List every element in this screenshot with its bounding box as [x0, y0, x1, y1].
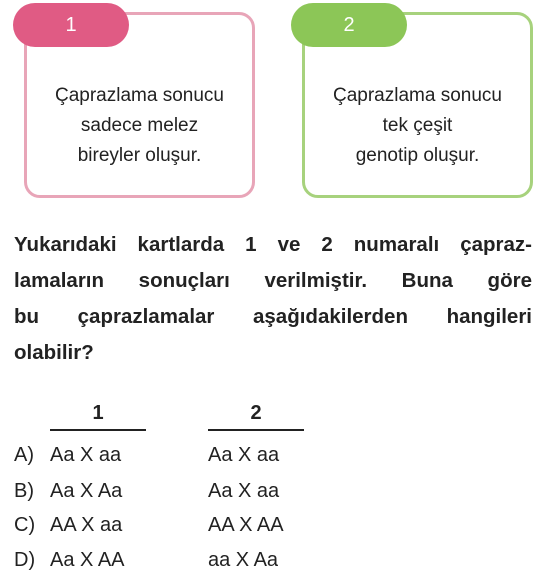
- column-header-1-underline: [50, 429, 146, 431]
- card-2-text: [305, 81, 530, 171]
- card-1-line-3: bireyler oluşur.: [77, 145, 202, 166]
- question-text: [14, 227, 532, 371]
- option-a-col1: Aa X aa: [50, 444, 122, 466]
- option-b-letter: B): [14, 480, 34, 502]
- option-b-col1: Aa X Aa: [50, 480, 123, 502]
- card-1-line-2: sadece melez: [80, 115, 199, 136]
- option-c-col1: AA X aa: [50, 514, 123, 536]
- question-line-3: bu çaprazlamalar aşağıdakilerden hangileri: [14, 305, 532, 328]
- card-2: [302, 12, 533, 198]
- option-d-letter: D): [14, 549, 36, 571]
- question-line-1: Yukarıdaki kartlarda 1 ve 2 numaralı çapraz-: [14, 233, 532, 256]
- column-header-2-underline: [208, 429, 304, 431]
- option-c-letter: C): [14, 514, 36, 536]
- option-d-col2: aa X Aa: [208, 549, 279, 571]
- option-a-letter: A): [14, 444, 34, 466]
- card-2-line-2: tek çeşit: [382, 115, 453, 136]
- card-2-number-badge: 2: [291, 3, 407, 47]
- option-c-col2: AA X AA: [208, 514, 284, 536]
- card-1-text: [27, 81, 252, 171]
- card-1-line-1: Çaprazlama sonucu: [55, 85, 224, 106]
- card-2-line-3: genotip oluşur.: [355, 145, 480, 166]
- option-d-col1: Aa X AA: [50, 549, 125, 571]
- option-a-col2: Aa X aa: [208, 444, 280, 466]
- column-header-1: 1: [92, 402, 104, 424]
- card-2-line-1: Çaprazlama sonucu: [333, 85, 502, 106]
- question-line-4: olabilir?: [14, 341, 94, 364]
- question-line-2: lamaların sonuçları verilmiştir. Buna göre: [14, 269, 532, 292]
- card-1-number-badge: 1: [13, 3, 129, 47]
- column-header-2: 2: [250, 402, 262, 424]
- card-1: [24, 12, 255, 198]
- option-b-col2: Aa X aa: [208, 480, 280, 502]
